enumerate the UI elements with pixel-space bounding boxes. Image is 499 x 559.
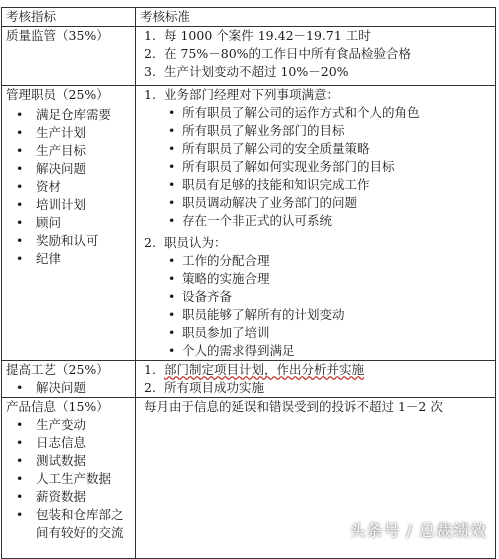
list-item: • 薪资数据	[6, 488, 131, 506]
list-item: • 日志信息	[6, 434, 131, 452]
tech-criteria-cell	[136, 361, 496, 398]
list-item: • 解决问题	[6, 379, 131, 397]
list-item: • 策略的实施合理	[140, 270, 491, 288]
table-row	[2, 27, 496, 86]
list-item: • 顾问	[6, 214, 131, 232]
list-item: • 包装和仓库部之间有较好的交流	[6, 506, 131, 542]
table-row	[2, 86, 496, 361]
staff-title: 管理职员（25%）	[6, 87, 109, 102]
list-item: • 测试数据	[6, 452, 131, 470]
list-item: • 设备齐备	[140, 288, 491, 306]
list-item: • 资材	[6, 178, 131, 196]
quality-criteria-cell	[136, 27, 496, 86]
list-item: • 所有职员了解如何实现业务部门的目标	[140, 158, 491, 176]
staff-indicator-list	[6, 106, 131, 268]
staff-opinion-list	[140, 252, 491, 360]
list-item: • 奖励和认可	[6, 232, 131, 250]
watermark: 头条号 / 总裁绩效	[349, 521, 487, 540]
tech-indicator-list	[6, 379, 131, 397]
list-item: • 职员能够了解所有的计划变动	[140, 306, 491, 324]
list-item: 1. 业务部门经理对下列事项满意： • 所有职员了解公司的运作方式和个人的角色 • 所有职员了解业务部门的目标 • 所有职员了解公司的安全质量策略 • 所有职员了解如何实现业务部门的目标 • 职员有足够的技能和知识完成工作 • 职员调动解决了业务部门的问题 • 存在一个非正式的认可系统	[140, 86, 491, 230]
staff-criteria-list	[140, 86, 491, 360]
staff-cell	[2, 86, 136, 361]
list-item: • 存在一个非正式的认可系统	[140, 212, 491, 230]
list-item: • 职员有足够的技能和知识完成工作	[140, 176, 491, 194]
tech-cell	[2, 361, 136, 398]
staff-criteria-cell	[136, 86, 496, 361]
header-criteria: 考核标准	[136, 8, 496, 27]
list-item: • 生产计划	[6, 124, 131, 142]
info-cell	[2, 398, 136, 559]
list-item: • 满足仓库需要	[6, 106, 131, 124]
list-item: • 生产目标	[6, 142, 131, 160]
list-item: • 所有职员了解业务部门的目标	[140, 122, 491, 140]
table-header-row	[2, 8, 496, 27]
quality-cell	[2, 27, 136, 86]
list-item: 2. 在 75%－80%的工作日中所有食品检验合格	[144, 46, 412, 61]
list-item: • 培训计划	[6, 196, 131, 214]
list-item: 1. 每 1000 个案件 19.42－19.71 工时	[144, 28, 371, 43]
list-item: • 纪律	[6, 250, 131, 268]
tech-criteria-list	[140, 361, 491, 397]
list-item: 2. 所有项目成功实施	[144, 380, 265, 395]
list-item: • 职员参加了培训	[140, 324, 491, 342]
list-item: 2. 职员认为： • 工作的分配合理 • 策略的实施合理 • 设备齐备 • 职员能够了解所有的计划变动 • 职员参加了培训 • 个人的需求得到满足	[140, 234, 491, 360]
info-criteria: 每月由于信息的延误和错误受到的投诉不超过 1－2 次	[144, 399, 443, 414]
kpi-table	[1, 7, 496, 559]
list-item: • 个人的需求得到满足	[140, 342, 491, 360]
quality-title: 质量监管（35%）	[6, 28, 109, 43]
info-indicator-list	[6, 416, 131, 542]
list-item: • 生产变动	[6, 416, 131, 434]
header-indicator: 考核指标	[2, 8, 136, 27]
list-item: • 职员调动解决了业务部门的问题	[140, 194, 491, 212]
list-item: • 所有职员了解公司的安全质量策略	[140, 140, 491, 158]
table-row	[2, 361, 496, 398]
quality-criteria-list	[140, 27, 491, 81]
info-title: 产品信息（15%）	[6, 399, 109, 414]
list-item: • 人工生产数据	[6, 470, 131, 488]
list-item: • 所有职员了解公司的运作方式和个人的角色	[140, 104, 491, 122]
manager-satisfaction-list	[140, 104, 491, 230]
list-item: 1. 部门制定项目计划，作出分析并实施	[144, 362, 365, 377]
list-item: 3. 生产计划变动不超过 10%－20%	[144, 64, 349, 79]
tech-title: 提高工艺（25%）	[6, 362, 109, 377]
list-item: • 解决问题	[6, 160, 131, 178]
list-item: • 工作的分配合理	[140, 252, 491, 270]
